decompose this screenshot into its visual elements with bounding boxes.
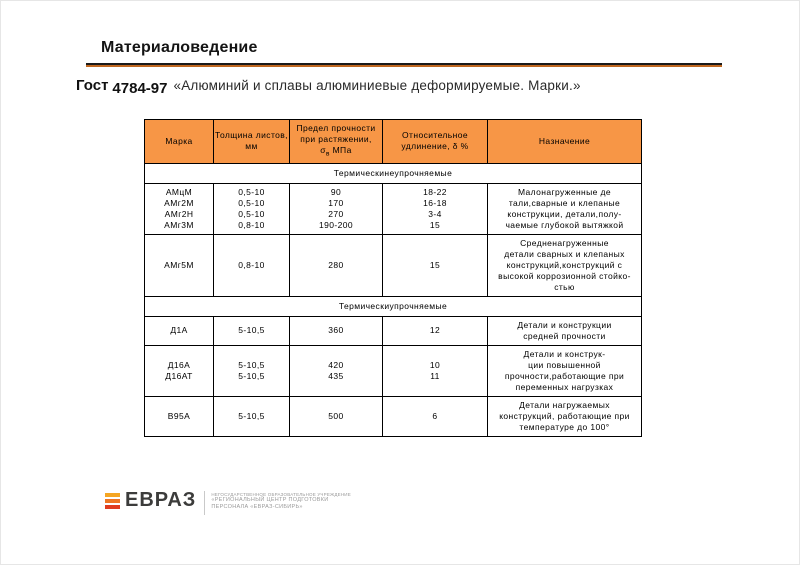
sigma-subscript: в — [325, 150, 330, 158]
logo-divider — [204, 491, 205, 515]
cell-marks: Д1А — [145, 316, 214, 345]
cell-strength: 280 — [290, 234, 383, 296]
cell-elongation: 10 11 — [383, 345, 488, 396]
section-title: Термическинеупрочняемые — [145, 163, 642, 183]
title-underline — [86, 63, 722, 67]
cell-purpose: Детали и конструкции средней прочности — [488, 316, 642, 345]
section-row — [145, 296, 642, 316]
strength-header-line1: Предел прочности — [296, 123, 376, 133]
evraz-brand-text: ЕВРАЗ — [125, 489, 197, 511]
logo-bar-bottom — [105, 505, 120, 509]
cell-purpose: Средненагруженные детали сварных и клепаных конструкций,конструкций с высокой коррозионной стойко- стью — [488, 234, 642, 296]
sigma-symbol: σ — [320, 145, 326, 155]
section-row — [145, 163, 642, 183]
strength-header-line2: при растяжении, — [300, 134, 372, 144]
cell-marks: АМг5М — [145, 234, 214, 296]
page-title: Материаловедение — [101, 39, 258, 56]
cell-strength: 420 435 — [290, 345, 383, 396]
evraz-logo — [105, 489, 351, 515]
table-header-row — [145, 120, 642, 164]
cell-thickness: 5-10,5 — [214, 316, 290, 345]
cell-thickness: 5-10,5 5-10,5 — [214, 345, 290, 396]
cell-marks: Д16А Д16АТ — [145, 345, 214, 396]
cell-purpose: Детали и конструк- ции повышенной прочности,работающие при переменных нагрузках — [488, 345, 642, 396]
cell-strength: 360 — [290, 316, 383, 345]
gost-label: Гост — [76, 77, 109, 94]
col-header-purpose: Назначение — [488, 120, 642, 164]
cell-thickness: 0,8-10 — [214, 234, 290, 296]
cell-elongation: 15 — [383, 234, 488, 296]
col-header-thickness: Толщина листов, мм — [214, 120, 290, 164]
table-row — [145, 316, 642, 345]
table-row — [145, 345, 642, 396]
table-row — [145, 234, 642, 296]
gost-subtitle — [76, 77, 776, 95]
strength-unit: МПа — [332, 145, 352, 155]
logo-org-text — [211, 492, 351, 511]
cell-marks: АМцМ АМг2М АМг2Н АМг3М — [145, 183, 214, 234]
logo-bar-middle — [105, 499, 120, 503]
table-row — [145, 396, 642, 436]
evraz-bars-icon — [105, 493, 120, 509]
org-line-1: НЕГОСУДАРСТВЕННОЕ ОБРАЗОВАТЕЛЬНОЕ УЧРЕЖДЕНИЕ — [211, 492, 351, 497]
table-row — [145, 183, 642, 234]
cell-strength: 500 — [290, 396, 383, 436]
cell-thickness: 5-10,5 — [214, 396, 290, 436]
col-header-mark: Марка — [145, 120, 214, 164]
cell-elongation: 12 — [383, 316, 488, 345]
cell-elongation: 6 — [383, 396, 488, 436]
cell-thickness: 0,5-10 0,5-10 0,5-10 0,8-10 — [214, 183, 290, 234]
logo-bar-top — [105, 493, 120, 497]
gost-title-text: «Алюминий и сплавы алюминиевые деформируемые. Марки.» — [173, 78, 581, 93]
alloys-table — [144, 119, 642, 437]
section-title: Термическиупрочняемые — [145, 296, 642, 316]
cell-elongation: 18-22 16-18 3-4 15 — [383, 183, 488, 234]
cell-marks: В95А — [145, 396, 214, 436]
cell-purpose: Детали нагружаемых конструкций, работающие при температуре до 100° — [488, 396, 642, 436]
cell-strength: 90 170 270 190-200 — [290, 183, 383, 234]
col-header-strength — [290, 120, 383, 164]
org-line-2: «РЕГИОНАЛЬНЫЙ ЦЕНТР ПОДГОТОВКИ — [211, 497, 329, 503]
col-header-elongation: Относительное удлинение, δ % — [383, 120, 488, 164]
cell-purpose: Малонагруженные де тали,сварные и клепаные конструкции, детали,полу- чаемые глубокой вытяжкой — [488, 183, 642, 234]
org-line-3: ПЕРСОНАЛА «ЕВРАЗ-СИБИРЬ» — [211, 504, 303, 510]
gost-number: 4784-97 — [112, 80, 168, 97]
